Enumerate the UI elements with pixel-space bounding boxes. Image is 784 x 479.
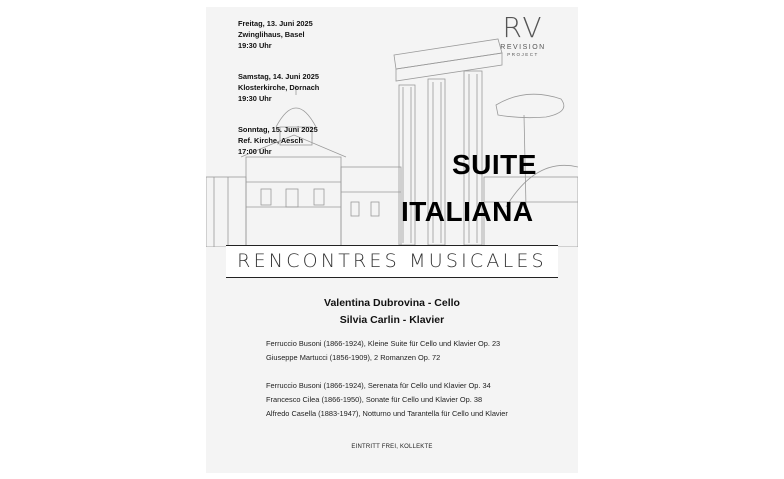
date-text: Sonntag, 15. Juni 2025	[238, 125, 318, 134]
performer-cello: Valentina Dubrovina - Cello	[324, 297, 460, 309]
logo-subtitle: PROJECT	[507, 52, 539, 57]
date-text: Freitag, 13. Juni 2025	[238, 19, 313, 28]
concert-poster	[206, 7, 578, 473]
date-block	[238, 124, 319, 157]
venue-text: Klosterkirche, Dornach	[238, 83, 320, 92]
concert-dates	[238, 18, 319, 177]
venue-text: Zwinglihaus, Basel	[238, 30, 305, 39]
program-item: Francesco Cilea (1866-1950), Sonate für Cello und Klavier Op. 38	[266, 395, 483, 404]
admission-note: EINTRITT FREI, KOLLEKTE	[351, 444, 433, 450]
venue-text: Ref. Kirche, Aesch	[238, 136, 304, 145]
date-text: Samstag, 14. Juni 2025	[238, 72, 319, 81]
revision-project-logo	[497, 13, 549, 75]
time-text: 19:30 Uhr	[238, 94, 272, 103]
program-item: Ferruccio Busoni (1866-1924), Serenata für Cello und Klavier Op. 34	[266, 381, 491, 390]
banner-text: RENCONTRES MUSICALES	[237, 250, 547, 272]
time-text: 19:30 Uhr	[238, 41, 272, 50]
program-item: Giuseppe Martucci (1856-1909), 2 Romanzen Op. 72	[266, 353, 441, 362]
title-line-2: ITALIANA	[401, 196, 534, 227]
logo-mark: RV	[502, 11, 544, 44]
series-banner	[226, 245, 558, 278]
title-line-1: SUITE	[452, 149, 537, 180]
date-block	[238, 18, 319, 51]
time-text: 17:00 Uhr	[238, 147, 272, 156]
performers	[206, 295, 578, 329]
logo-name: REVISION	[500, 44, 546, 51]
program-list	[266, 337, 508, 421]
program-item: Ferruccio Busoni (1866-1924), Kleine Suite für Cello und Klavier Op. 23	[266, 339, 501, 348]
program-item: Alfredo Casella (1883-1947), Notturno und Tarantella für Cello und Klavier	[266, 409, 508, 418]
date-block	[238, 71, 319, 104]
performer-piano: Silvia Carlin - Klavier	[339, 314, 445, 326]
